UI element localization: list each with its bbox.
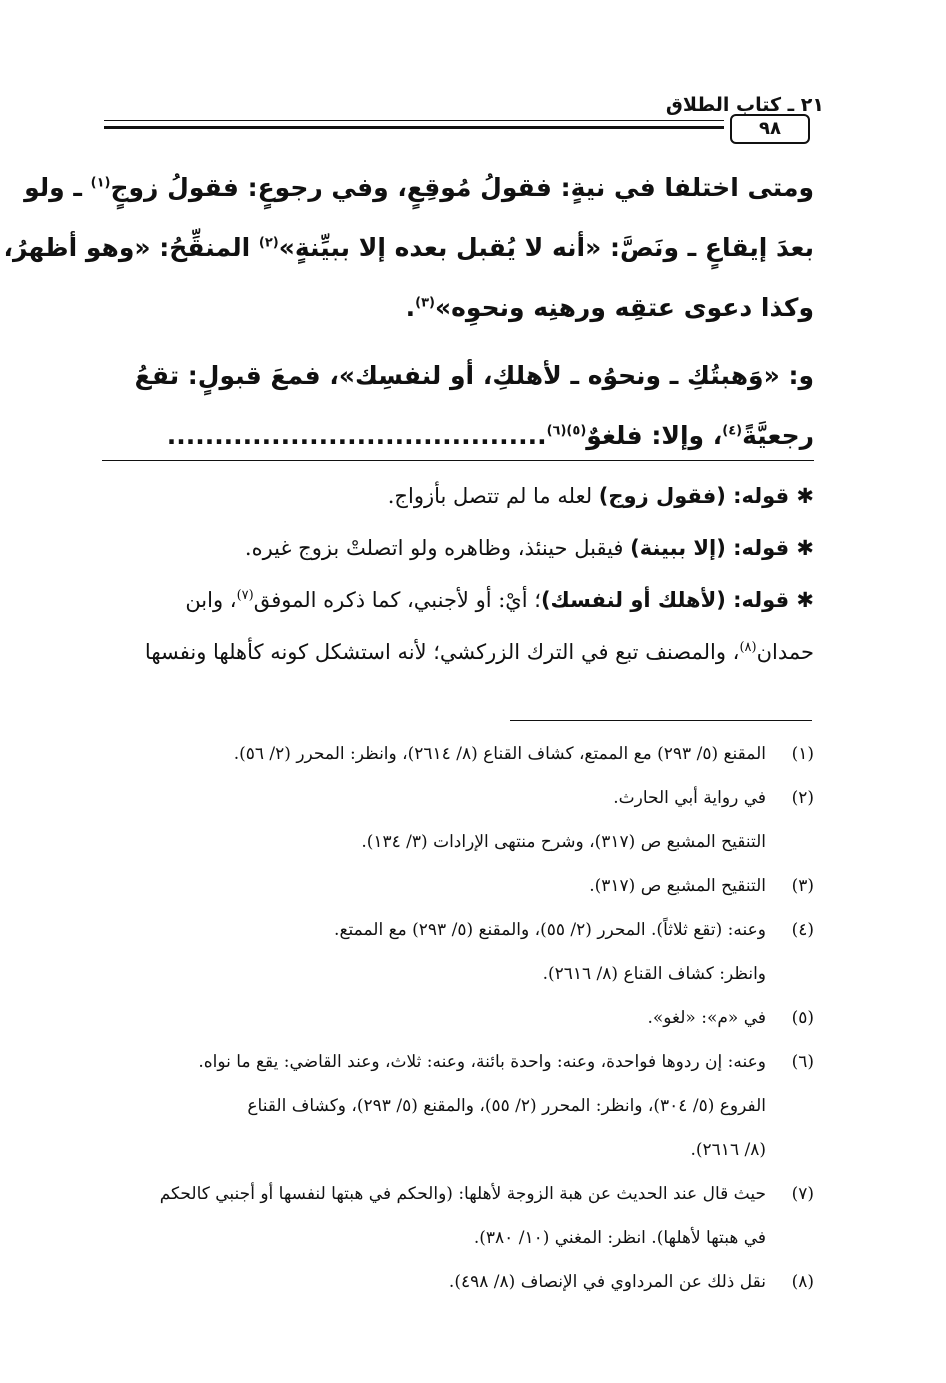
main-text-line (102, 278, 814, 338)
header-rule (104, 120, 724, 121)
footnote-ref[interactable]: (٤) (722, 423, 743, 439)
footnote-line: في «م»: «لغو». (647, 1008, 766, 1028)
footnotes (102, 732, 814, 1304)
footnote-ref[interactable]: (٥)(٦) (546, 423, 587, 439)
commentary-quote: (فقول زوج) (598, 484, 726, 508)
footnote-line: وعنه: (تقع ثلاثاً). المحرر (٢/ ٥٥)، والمقنع (٥/ ٢٩٣) مع الممتع. (334, 920, 766, 940)
footnote-line: المقنع (٥/ ٢٩٣) مع الممتع، كشاف القناع (٨/ ٢٦١٤)، وانظر: المحرر (٢/ ٥٦). (233, 744, 766, 764)
main-text-line (3, 218, 814, 278)
footnote (102, 732, 814, 776)
footnote (102, 1040, 814, 1172)
footnote (102, 1260, 814, 1304)
text-span: وكذا دعوى عتقِه ورهنِه ونحوِه» (435, 293, 814, 322)
text-span: المنقِّحُ: «وهو أظهرُ، (3, 233, 259, 262)
commentary-text: ، والمصنف تبع في الترك الزركشي؛ لأنه استشكل كونه كأهلها ونفسها (144, 640, 740, 664)
footnote-number: (٤) (791, 920, 814, 940)
footnote-ref[interactable]: (٢) (258, 235, 279, 251)
footnote-divider (510, 720, 812, 721)
text-span: بعدَ إيقاعٍ ـ ونَصَّ: «أنه لا يُقبل بعده إلا ببيِّنةٍ» (278, 233, 814, 262)
main-text-paragraph-2 (102, 346, 814, 466)
footnote-line: نقل ذلك عن المرداوي في الإنصاف (٨/ ٤٩٨). (448, 1272, 766, 1292)
footnote-body (102, 1040, 766, 1172)
text-span: ـ ولو (24, 173, 91, 202)
footnote-body (102, 908, 766, 996)
footnote-body (102, 732, 766, 776)
footnote-ref[interactable]: (٨) (739, 640, 757, 655)
commentary-quote: (لأهلك أو لنفسك) (540, 588, 726, 612)
commentary-label: قوله: (725, 484, 797, 508)
footnote-body (102, 776, 766, 864)
footnote (102, 864, 814, 908)
commentary-label: قوله: (725, 588, 797, 612)
footnote (102, 996, 814, 1040)
commentary-line (102, 522, 814, 574)
page-number: ٩٨ (730, 114, 810, 144)
footnote-line: وانظر: كشاف القناع (٨/ ٢٦١٦). (542, 964, 766, 984)
main-text-line (24, 158, 814, 218)
footnote (102, 1172, 814, 1260)
commentary-divider (102, 460, 814, 461)
footnote-body (102, 1260, 766, 1304)
main-text-line: و: «وَهبتُكِ ـ ونحوُه ـ لأهلكِ، أو لنفسِك»، فمعَ قبولٍ: تقعُ (134, 361, 814, 390)
text-span: ، وإلا: فلغوٌ (586, 421, 723, 450)
commentary-line (102, 574, 814, 626)
footnote-number: (١) (791, 744, 814, 764)
commentary-text: ، وابن (185, 588, 237, 612)
commentary-line (102, 470, 814, 522)
text-span: ومتى اختلفا في نيةٍ: فقولُ مُوقِعٍ، وفي رجوعٍ: فقولُ زوجٍ (110, 173, 814, 202)
bullet-icon: ✱ (796, 484, 814, 508)
footnote-line: في رواية أبي الحارث. (613, 788, 766, 808)
commentary-text: حمدان (756, 640, 814, 664)
footnote-line: (٨/ ٢٦١٦). (690, 1140, 766, 1160)
footnote-line: في هبتها لأهلها). انظر: المغني (١٠/ ٣٨٠). (473, 1228, 766, 1248)
footnote-number: (٣) (791, 876, 814, 896)
footnote-number: (٦) (791, 1052, 814, 1072)
footnote-number: (٥) (791, 1008, 814, 1028)
commentary-text: لعله ما لم تتصل بأزواج. (387, 484, 599, 508)
footnote-line: وعنه: إن ردوها فواحدة، وعنه: واحدة بائنة، وعنه: ثلاث، وعند القاضي: يقع ما نواه. (198, 1052, 766, 1072)
commentary (102, 470, 814, 678)
commentary-text: فيقبل حينئذ، وظاهره ولو اتصلتْ بزوج غيره. (244, 536, 631, 560)
footnote-line: التنقيح المشبع ص (٣١٧)، وشرح منتهى الإرادات (٣/ ١٣٤). (361, 832, 766, 852)
leader-dots: ........................................ (166, 421, 547, 450)
footnote-ref[interactable]: (٣) (415, 295, 435, 311)
commentary-quote: (إلا ببينة) (630, 536, 726, 560)
footnote-number: (٨) (791, 1272, 814, 1292)
footnote-line: التنقيح المشبع ص (٣١٧). (589, 876, 766, 896)
footnote (102, 776, 814, 864)
footnote-number: (٧) (791, 1184, 814, 1204)
footnote (102, 908, 814, 996)
commentary-label: قوله: (725, 536, 797, 560)
main-text-line (102, 406, 814, 466)
text-span: رجعيَّةً (742, 421, 814, 450)
footnote-number: (٢) (791, 788, 814, 808)
commentary-text: ؛ أيْ: أو لأجنبي، كما ذكره الموفق (253, 588, 541, 612)
footnote-line: حيث قال عند الحديث عن هبة الزوجة لأهلها: (والحكم في هبتها لنفسها أو أجنبي كالحكم (159, 1184, 766, 1204)
footnote-line: الفروع (٥/ ٣٠٤)، وانظر: المحرر (٢/ ٥٥)، والمقنع (٥/ ٢٩٣)، وكشاف القناع (247, 1096, 766, 1116)
footnote-ref[interactable]: (٧) (236, 588, 254, 603)
footnote-ref[interactable]: (١) (90, 175, 111, 191)
bullet-icon: ✱ (796, 588, 814, 612)
footnote-body (102, 996, 766, 1040)
bullet-icon: ✱ (796, 536, 814, 560)
running-title: ٢١ ـ كتاب الطلاق (665, 94, 824, 116)
commentary-line (102, 626, 814, 678)
header-rule-thick (104, 126, 724, 129)
main-text-paragraph-1 (3, 158, 814, 338)
text-span: . (405, 293, 416, 322)
footnote-body (102, 1172, 766, 1260)
footnote-body (102, 864, 766, 908)
